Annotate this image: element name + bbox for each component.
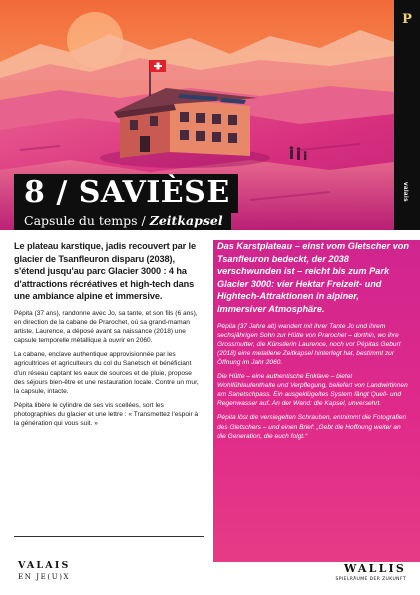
article-column-fr <box>14 240 204 433</box>
article-paragraph-fr-2: La cabane, enclave authentique approvisionnée par les agricultrices et agriculteurs du col du Sanetsch et bénéficiant d'un réseau captant les eaux de sources et de pluie, propose des séjours bien-être et une restauration locale. Contre un mur, la capsule, intacte. <box>14 351 199 395</box>
footer-brand-de-line2: SPIELRÄUME DER ZUKUNFT <box>335 577 406 582</box>
publisher-logo-icon: P <box>402 12 412 27</box>
footer-brand-fr-line1: VALAIS <box>18 560 71 571</box>
article-lead-fr: Le plateau karstique, jadis recouvert par le glacier de Tsanfleuron disparu (2038), s'étend jusqu'au parc Glacier 3000 : 4 ha d'attractions récréatives et high-tech dans une ambiance alpine et immersive. <box>14 241 196 302</box>
column-divider <box>14 536 204 537</box>
footer-brand-de-line1: WALLIS <box>344 562 406 575</box>
article-paragraph-de-2: Die Hütte – eine authentische Enklave – bietet Wohlfühlaufenthalte und Verpflegung, beliefert von Landwirtinnen am Sanetschpass. Ein ausgeklügeltes System fängt Quell- und Regenwasser auf. An der Wand: die Kapsel, unversehrt. <box>217 373 408 408</box>
article-lead-de: Das Karstplateau – einst vom Gletscher von Tsanfleuron bedeckt, der 2038 verschwunden ist – reicht bis zum Park Glacier 3000: vier Hektar Freizeit- und Hightech-Attraktionen in alpiner, immersiver Atmosphäre. <box>217 241 409 314</box>
page-subtitle <box>24 212 223 230</box>
article-paragraph-fr-3: Pépita libère le cylindre de ses vis scellées, sort les photographies du glacier et une lettre : « Transmettez l'espoir à la génération qui vous suit. » <box>14 401 199 427</box>
subtitle-de: Zeitkapsel <box>149 213 223 228</box>
article-paragraph-fr-1: Pépita (37 ans), randonne avec Jo, sa tante, et son fils (6 ans), en direction de la cabane de Prarochet, où sa grand-maman artiste, Laurence, a déposé avant sa naissance (2018) une capsule temporelle métallique à ouvrir en 2060. <box>14 309 198 345</box>
article-column-de <box>213 240 420 562</box>
page-title: 8 / SAVIÈSE <box>24 175 230 210</box>
subtitle-fr: Capsule du temps / <box>24 213 150 228</box>
footer-brand-de <box>335 562 406 582</box>
article-paragraph-de-1: Pépita (37 Jahre alt) wandert mit ihrer Tante Jo und ihrem sechsjährigen Sohn zur Hütte von Prarochet – dorthin, wo ihre Grossmutter, die Künstlerin Laurence, noch vor Pépitas Geburt (2018) eine metallene Zeitkapsel hinterlegt hat, bestimmt zur Öffnung im Jahr 2060. <box>217 322 401 366</box>
article-paragraph-de-3: Pépita löst die versiegelten Schrauben, entnimmt die Fotografien des Gletschers – und einen Brief: „Gebt die Hoffnung weiter an die Generation, die euch folgt.“ <box>217 414 407 440</box>
side-tab <box>394 0 420 230</box>
side-tab-label: valais <box>402 182 409 202</box>
subtitle-box <box>14 212 231 230</box>
title-box <box>14 174 238 213</box>
footer-brand-fr <box>18 560 71 581</box>
footer-brand-fr-line2: EN JE(U)X <box>18 573 71 581</box>
